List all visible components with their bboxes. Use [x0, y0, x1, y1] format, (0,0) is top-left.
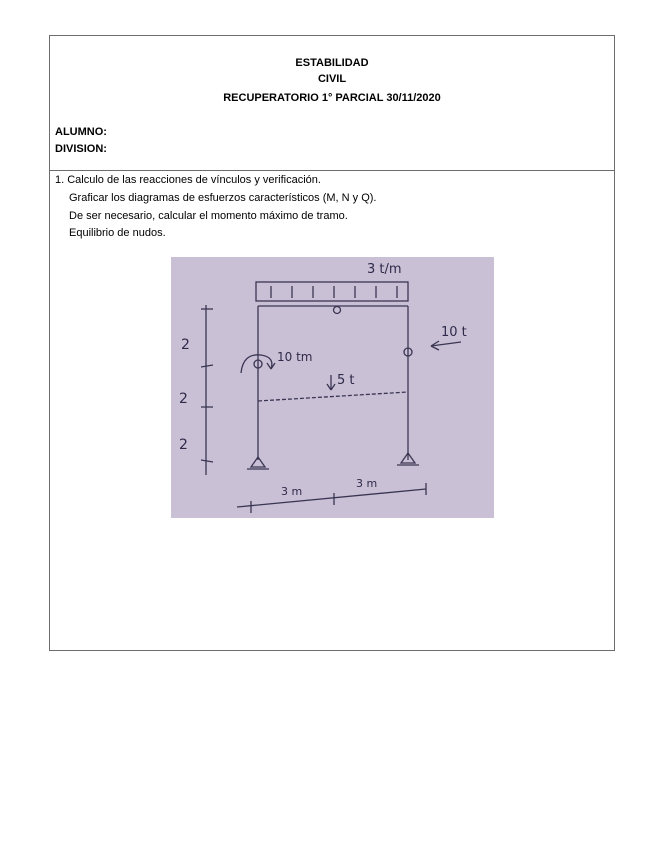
- middle-beam: [258, 392, 408, 401]
- height-label-3: 2: [179, 437, 188, 453]
- student-label: ALUMNO:: [55, 126, 107, 138]
- question-line-2: Graficar los diagramas de esfuerzos característicos (M, N y Q).: [69, 192, 377, 204]
- height-label-1: 2: [181, 337, 190, 353]
- height-label-2: 2: [179, 391, 188, 407]
- subject-title: ESTABILIDAD: [295, 57, 369, 69]
- exam-title: RECUPERATORIO 1° PARCIAL 30/11/2020: [223, 92, 441, 104]
- horizontal-load-label: 10 t: [441, 325, 467, 340]
- frame-sketch-photo: [171, 257, 494, 518]
- top-hinge: [334, 307, 341, 314]
- span-label-2: 3 m: [356, 477, 378, 490]
- point-load-label: 5 t: [337, 373, 355, 388]
- moment-label: 10 tm: [277, 350, 313, 364]
- exam-header: [50, 36, 614, 171]
- question-line-1: 1. Calculo de las reacciones de vínculos y verificación.: [55, 174, 321, 186]
- span-dimension-line: [237, 489, 426, 507]
- question-line-3: De ser necesario, calcular el momento máximo de tramo.: [69, 210, 348, 222]
- distributed-load-arrows: [271, 286, 397, 298]
- career-title: CIVIL: [317, 73, 347, 85]
- exam-sheet: [49, 35, 615, 651]
- span-label-1: 3 m: [281, 485, 303, 498]
- division-label: DIVISION:: [55, 143, 107, 155]
- question-line-4: Equilibrio de nudos.: [69, 227, 166, 239]
- frame-sketch: [171, 257, 494, 518]
- distributed-load-label: 3 t/m: [367, 262, 402, 277]
- distributed-load-box: [256, 282, 408, 301]
